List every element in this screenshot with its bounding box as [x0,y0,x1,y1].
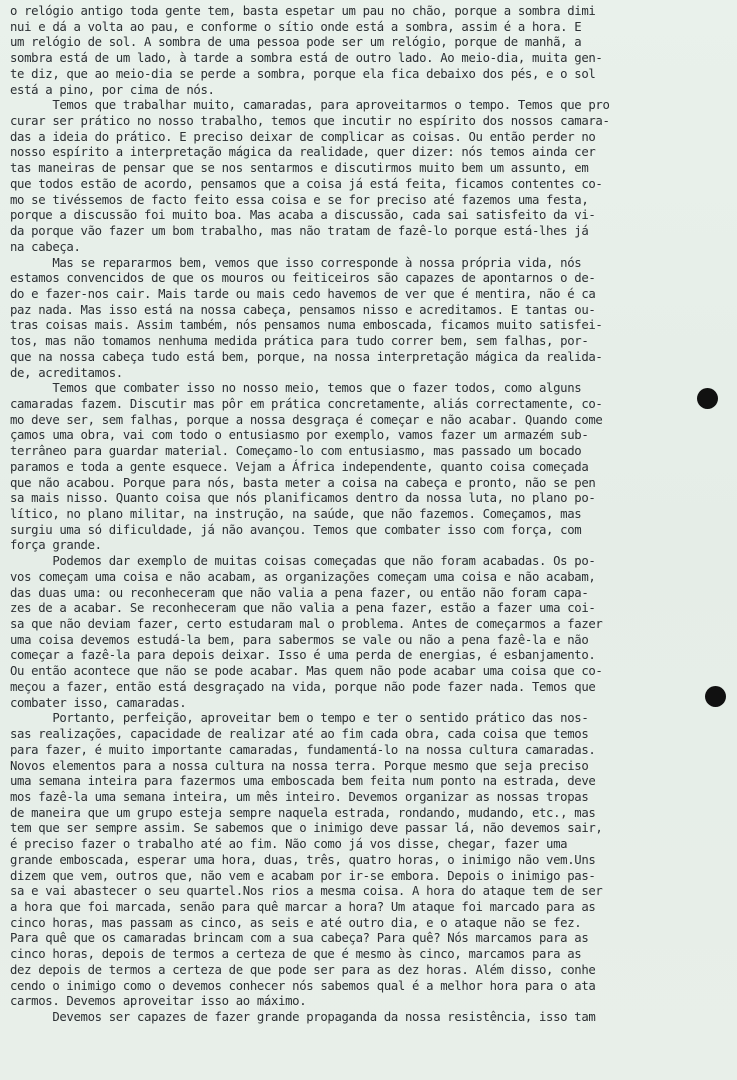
text-line: que todos estão de acordo, pensamos que a coisa já está feita, ficamos contentes co- [10,176,603,191]
text-line: cinco horas, depois de termos a certeza de que é mesmo às cinco, marcamos para as [10,947,582,962]
text-line: mos fazê-la uma semana inteira, um mês inteiro. Devemos organizar as nossas tropas [10,789,589,804]
text-line: está a pino, por cima de nós. [10,82,215,97]
text-line: camaradas fazem. Discutir mas pôr em prática concretamente, aliás correctamente, co- [10,396,603,411]
text-line: sa e vai abastecer o seu quartel.Nos rios a mesma coisa. A hora do ataque tem de ser [10,884,603,899]
document-body [10,4,710,1026]
text-line: Mas se repararmos bem, vemos que isso corresponde à nossa própria vida, nós [10,255,582,270]
text-line: vos começam uma coisa e não acabam, as organizações começam uma coisa e não acabam, [10,569,596,584]
paragraph [10,711,710,1010]
text-line: das a ideia do prático. E preciso deixar de complicar as coisas. Ou então perder no [10,129,596,144]
text-line: na cabeça. [10,239,81,254]
text-line: terrâneo para guardar material. Começamo-lo com entusiasmo, mas passado um bocado [10,444,582,459]
paragraph [10,256,710,382]
text-line: Podemos dar exemplo de muitas coisas começadas que não foram acabadas. Os po- [10,554,596,569]
text-line: uma coisa devemos estudá-la bem, para sabermos se vale ou não a pena fazê-la e não [10,632,589,647]
text-line: te diz, que ao meio-dia se perde a sombra, porque ela fica debaixo dos pés, e o sol [10,66,596,81]
text-line: começar a fazê-la para depois deixar. Isso é uma perda de energias, é esbanjamento. [10,648,596,663]
text-line: tras coisas mais. Assim também, nós pensamos numa emboscada, ficamos muito satisfei- [10,318,603,333]
text-line: combater isso, camaradas. [10,695,187,710]
text-line: nui e dá a volta ao pau, e conforme o sítio onde está a sombra, assim é a hora. E [10,19,582,34]
text-line: sa mais nisso. Quanto coisa que nós planificamos dentro da nossa luta, no plano po- [10,491,596,506]
text-line: tem que ser sempre assim. Se sabemos que o inimigo deve passar lá, não devemos sair, [10,821,603,836]
text-line: nosso espírito a interpretação mágica da realidade, quer dizer: nós temos ainda cer [10,145,596,160]
text-line: a hora que foi marcada, senão para quê marcar a hora? Um ataque foi marcado para as [10,899,596,914]
text-line: sombra está de um lado, à tarde a sombra está de outro lado. Ao meio-dia, muita gen- [10,51,603,66]
text-line: estamos convencidos de que os mouros ou feiticeiros são capazes de apontarnos o de- [10,271,596,286]
punch-hole-bottom [705,686,726,707]
text-line: carmos. Devemos aproveitar isso ao máximo. [10,994,307,1009]
text-line: que na nossa cabeça tudo está bem, porque, na nossa interpretação mágica da realida- [10,349,603,364]
text-line: porque a discussão foi muito boa. Mas acaba a discussão, cada sai satisfeito da vi- [10,208,596,223]
text-line: lítico, no plano militar, na instrução, na saúde, que não fazemos. Começamos, mas [10,507,582,521]
punch-hole-top [697,388,718,409]
paragraph [10,4,710,98]
text-line: Ou então acontece que não se pode acabar. Mas quem não pode acabar uma coisa que co- [10,664,603,679]
text-line: paramos e toda a gente esquece. Vejam a África independente, quanto coisa começada [10,459,589,474]
text-line: grande emboscada, esperar uma hora, duas, três, quatro horas, o inimigo não vem.Uns [10,852,596,867]
text-line: Portanto, perfeição, aproveitar bem o tempo e ter o sentido prático das nos- [10,711,589,726]
text-line: sa que não deviam fazer, certo estudaram mal o problema. Antes de começarmos a fazer [10,617,603,632]
text-line: paz nada. Mas isso está na nossa cabeça, pensamos nisso e acreditamos. E tantas ou- [10,302,596,317]
text-line: dez depois de termos a certeza de que pode ser para as dez horas. Além disso, conhe [10,962,596,977]
text-line: cendo o inimigo como o devemos conhecer nós sabemos qual é a melhor hora para o ata [10,978,596,993]
text-line: çamos uma obra, vai com todo o entusiasmo por exemplo, vamos fazer um armazém sub- [10,428,589,443]
text-line: o relógio antigo toda gente tem, basta espetar um pau no chão, porque a sombra dimi [10,4,596,18]
text-line: para fazer, é muito importante camaradas, fundamentá-lo na nossa cultura camaradas. [10,742,596,757]
text-line: zes de a acabar. Se reconheceram que não valia a pena fazer, estão a fazer uma coi- [10,601,596,616]
text-line: surgiu uma só dificuldade, já não avançou. Temos que combater isso com força, com [10,522,582,537]
text-line: Devemos ser capazes de fazer grande propaganda da nossa resistência, isso tam [10,1010,596,1024]
text-line: tos, mas não tomamos nenhuma medida prática para tudo correr bem, sem falhas, por- [10,334,589,349]
text-line: de maneira que um grupo esteja sempre naquela estrada, rondando, mudando, etc., mas [10,805,596,820]
text-line: Temos que combater isso no nosso meio, temos que o fazer todos, como alguns [10,381,582,396]
text-line: mo deve ser, sem falhas, porque a nossa desgraça é começar e não acabar. Quando come [10,412,603,427]
text-line: é preciso fazer o trabalho até ao fim. Não como já vos disse, chegar, fazer uma [10,837,568,852]
paragraph [10,554,710,711]
text-line: Para quê que os camaradas brincam com a sua cabeça? Para quê? Nós marcamos para as [10,931,589,946]
text-line: curar ser prático no nosso trabalho, temos que incutir no espírito dos nossos camara- [10,114,610,129]
text-line: de, acreditamos. [10,365,123,380]
paragraph [10,1010,710,1026]
paragraph [10,381,710,554]
text-line: um relógio de sol. A sombra de uma pessoa pode ser um relógio, porque de manhã, a [10,35,582,50]
text-line: Novos elementos para a nossa cultura na nossa terra. Porque mesmo que seja preciso [10,758,589,773]
text-line: tas maneiras de pensar que se nos sentarmos e discutirmos muito bem um assunto, em [10,161,589,176]
text-line: força grande. [10,538,102,553]
text-line: mo se tivéssemos de facto feito essa coisa e se for preciso até fazemos uma festa, [10,192,589,207]
text-line: dizem que vem, outros que, não vem e acabam por ir-se embora. Depois o inimigo pas- [10,868,596,883]
text-line: que não acabou. Porque para nós, basta meter a coisa na cabeça e pronto, não se pen [10,475,596,490]
text-line: cinco horas, mas passam as cinco, as seis e até outro dia, e o ataque não se fez. [10,915,582,930]
text-line: das duas uma: ou reconheceram que não valia a pena fazer, ou então não foram capa- [10,585,589,600]
text-line: uma semana inteira para fazermos uma emboscada bem feita num ponto na estrada, deve [10,774,596,789]
text-line: Temos que trabalhar muito, camaradas, para aproveitarmos o tempo. Temos que pro [10,98,610,113]
text-line: sas realizações, capacidade de realizar até ao fim cada obra, cada coisa que temos [10,727,589,742]
text-line: da porque vão fazer um bom trabalho, mas não tratam de fazê-lo porque está-lhes já [10,224,589,239]
text-line: meçou a fazer, então está desgraçado na vida, porque não pode fazer nada. Temos que [10,679,596,694]
paragraph [10,98,710,255]
text-line: do e fazer-nos cair. Mais tarde ou mais cedo havemos de ver que é mentira, não é ca [10,286,596,301]
